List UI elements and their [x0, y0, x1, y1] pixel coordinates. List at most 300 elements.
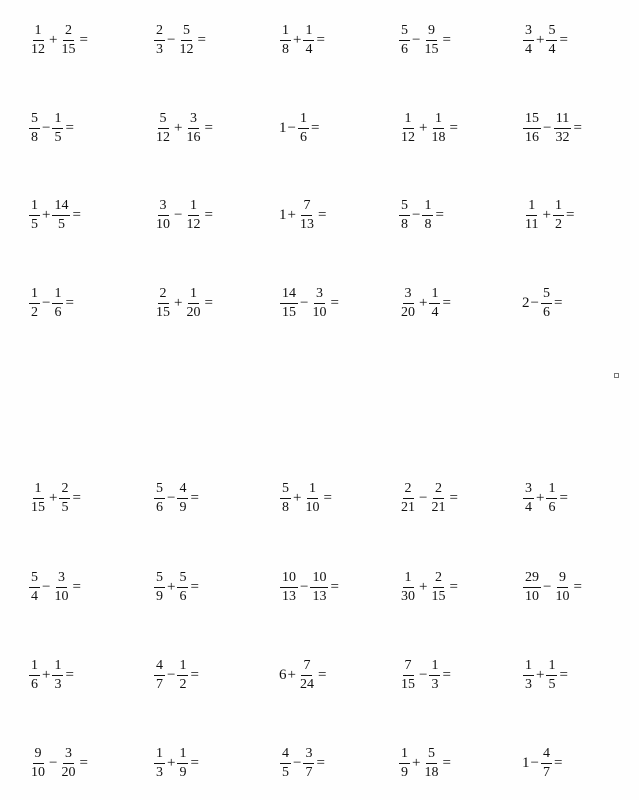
equals-sign: = [442, 294, 451, 311]
fraction-problem [28, 100, 74, 156]
numerator: 1 [52, 112, 63, 129]
minus-sign: − [412, 206, 421, 223]
fraction [523, 24, 534, 57]
fraction [546, 24, 557, 57]
denominator: 4 [525, 499, 532, 515]
numerator: 5 [546, 24, 557, 41]
fraction [310, 571, 328, 604]
numerator: 5 [154, 571, 165, 588]
problem-row [0, 470, 639, 526]
denominator: 2 [31, 304, 38, 320]
denominator: 16 [525, 129, 539, 145]
problem-row [0, 100, 639, 156]
equals-sign: = [190, 666, 199, 683]
fraction-problem [28, 559, 81, 615]
plus-sign: + [536, 666, 545, 683]
fraction-problem [522, 735, 562, 791]
denominator: 9 [179, 499, 187, 515]
numerator: 1 [429, 287, 440, 304]
numerator: 1 [188, 199, 199, 216]
fraction-problem [279, 470, 332, 526]
plus-sign: + [293, 31, 302, 48]
numerator: 10 [280, 571, 298, 588]
numerator: 2 [403, 482, 414, 499]
numerator: 1 [433, 112, 444, 129]
fraction [177, 24, 195, 57]
whole-number: 1 [522, 754, 530, 771]
equals-sign: = [442, 754, 451, 771]
fraction [52, 571, 70, 604]
equals-sign: = [72, 206, 81, 223]
numerator: 1 [29, 199, 40, 216]
fraction [399, 24, 410, 57]
denominator: 3 [54, 676, 62, 692]
equals-sign: = [317, 666, 327, 683]
denominator: 18 [424, 764, 439, 780]
fraction [280, 287, 298, 320]
denominator: 7 [305, 764, 313, 780]
equals-sign: = [190, 578, 199, 595]
fraction [29, 199, 40, 232]
fraction-problem [153, 12, 206, 68]
denominator: 5 [54, 129, 62, 145]
denominator: 10 [525, 588, 539, 604]
minus-sign: − [300, 578, 309, 595]
equals-sign: = [79, 754, 88, 771]
numerator: 1 [403, 571, 414, 588]
fraction [541, 747, 552, 780]
denominator: 3 [156, 764, 163, 780]
minus-sign: − [293, 754, 302, 771]
fraction [29, 571, 40, 604]
fraction [52, 112, 63, 145]
denominator: 10 [156, 216, 170, 232]
fraction [280, 747, 291, 780]
denominator: 11 [525, 216, 539, 232]
numerator: 5 [399, 199, 410, 216]
page-marker-icon [614, 373, 619, 378]
equals-sign: = [204, 294, 213, 311]
fraction-problem [522, 12, 568, 68]
numerator: 3 [63, 747, 74, 764]
plus-sign: + [293, 489, 302, 506]
equals-sign: = [330, 294, 339, 311]
fraction [59, 747, 77, 780]
denominator: 8 [282, 41, 289, 57]
numerator: 9 [426, 24, 437, 41]
numerator: 1 [546, 659, 557, 676]
numerator: 9 [557, 571, 568, 588]
equals-sign: = [65, 119, 74, 136]
numerator: 1 [399, 747, 410, 764]
plus-sign: + [287, 206, 296, 223]
fraction-problem [153, 647, 199, 703]
denominator: 8 [282, 499, 289, 515]
fraction [399, 199, 410, 232]
fraction-problem [522, 647, 568, 703]
fraction-problem [279, 559, 339, 615]
denominator: 4 [548, 41, 556, 57]
whole-number: 1 [279, 206, 287, 223]
fraction-problem [279, 735, 325, 791]
fraction [429, 287, 440, 320]
fraction [184, 199, 202, 232]
fraction-problem [153, 735, 199, 791]
denominator: 6 [54, 304, 62, 320]
fraction-problem [522, 275, 562, 331]
equals-sign: = [559, 31, 568, 48]
numerator: 2 [433, 571, 444, 588]
fraction [298, 659, 316, 692]
numerator: 1 [553, 199, 564, 216]
minus-sign: − [42, 119, 51, 136]
equals-sign: = [197, 31, 206, 48]
plus-sign: + [536, 489, 545, 506]
denominator: 7 [542, 764, 550, 780]
equals-sign: = [79, 31, 88, 48]
numerator: 14 [280, 287, 298, 304]
numerator: 4 [280, 747, 291, 764]
numerator: 1 [429, 659, 440, 676]
fraction [399, 112, 417, 145]
denominator: 6 [401, 41, 408, 57]
denominator: 13 [299, 216, 314, 232]
minus-sign: − [42, 294, 51, 311]
fraction [29, 24, 47, 57]
problem-row [0, 559, 639, 615]
fraction [184, 287, 202, 320]
whole-number: 6 [279, 666, 287, 683]
equals-sign: = [316, 31, 325, 48]
denominator: 12 [179, 41, 194, 57]
equals-sign: = [72, 578, 81, 595]
fraction [280, 482, 291, 515]
denominator: 10 [31, 764, 45, 780]
fraction-problem [153, 100, 213, 156]
numerator: 5 [399, 24, 410, 41]
denominator: 18 [431, 129, 446, 145]
equals-sign: = [442, 666, 451, 683]
fraction-problem [153, 470, 199, 526]
numerator: 5 [541, 287, 552, 304]
denominator: 15 [156, 304, 170, 320]
minus-sign: − [419, 489, 428, 506]
fraction-problem [153, 559, 199, 615]
numerator: 4 [541, 747, 552, 764]
minus-sign: − [42, 578, 51, 595]
denominator: 6 [548, 499, 556, 515]
fraction [154, 287, 172, 320]
fraction [553, 199, 564, 232]
equals-sign: = [449, 119, 458, 136]
denominator: 6 [31, 676, 38, 692]
denominator: 4 [31, 588, 38, 604]
denominator: 13 [312, 588, 327, 604]
fraction [29, 287, 40, 320]
fraction [29, 747, 47, 780]
numerator: 11 [554, 112, 571, 129]
fraction [399, 482, 417, 515]
fraction [422, 747, 440, 780]
plus-sign: + [419, 578, 428, 595]
numerator: 1 [280, 24, 291, 41]
plus-sign: + [42, 666, 51, 683]
denominator: 20 [186, 304, 201, 320]
denominator: 5 [31, 216, 38, 232]
equals-sign: = [573, 578, 582, 595]
numerator: 5 [177, 571, 188, 588]
minus-sign: − [49, 754, 58, 771]
fraction [399, 287, 417, 320]
minus-sign: − [167, 666, 176, 683]
fraction [523, 659, 534, 692]
equals-sign: = [449, 489, 458, 506]
fraction-problem [28, 12, 88, 68]
numerator: 3 [158, 199, 169, 216]
equals-sign: = [559, 489, 568, 506]
minus-sign: − [287, 119, 296, 136]
equals-sign: = [435, 206, 444, 223]
fraction [154, 659, 165, 692]
fraction [280, 571, 298, 604]
equals-sign: = [565, 206, 575, 223]
numerator: 10 [310, 571, 328, 588]
equals-sign: = [190, 754, 199, 771]
numerator: 15 [523, 112, 541, 129]
numerator: 2 [63, 24, 74, 41]
denominator: 5 [548, 676, 556, 692]
equals-sign: = [559, 666, 568, 683]
whole-number: 1 [279, 119, 287, 136]
fraction-problem [279, 187, 326, 243]
fraction [52, 287, 63, 320]
denominator: 9 [156, 588, 163, 604]
numerator: 5 [426, 747, 437, 764]
denominator: 4 [305, 41, 313, 57]
denominator: 5 [57, 216, 65, 232]
numerator: 1 [526, 199, 537, 216]
fraction-problem [279, 647, 326, 703]
equals-sign: = [442, 31, 451, 48]
fraction [546, 482, 557, 515]
equals-sign: = [65, 666, 74, 683]
problem-row [0, 735, 639, 791]
fraction-problem [28, 187, 81, 243]
fraction [154, 199, 172, 232]
numerator: 1 [52, 659, 63, 676]
numerator: 1 [177, 659, 188, 676]
denominator: 15 [282, 304, 296, 320]
fraction [523, 112, 541, 145]
minus-sign: − [300, 294, 309, 311]
denominator: 6 [299, 129, 307, 145]
fraction-problem [28, 470, 81, 526]
numerator: 1 [307, 482, 318, 499]
fraction [184, 112, 202, 145]
numerator: 4 [177, 482, 188, 499]
denominator: 20 [401, 304, 415, 320]
numerator: 1 [33, 24, 44, 41]
fraction [59, 482, 70, 515]
denominator: 8 [401, 216, 408, 232]
numerator: 7 [301, 659, 312, 676]
numerator: 1 [298, 112, 309, 129]
fraction-problem [279, 12, 325, 68]
denominator: 21 [401, 499, 415, 515]
fraction [523, 571, 541, 604]
fraction [154, 482, 165, 515]
plus-sign: + [542, 206, 551, 223]
minus-sign: − [167, 489, 176, 506]
fraction-problem [522, 100, 582, 156]
fraction [303, 24, 314, 57]
minus-sign: − [174, 206, 183, 223]
fraction-problem [398, 735, 451, 791]
equals-sign: = [553, 754, 563, 771]
denominator: 8 [31, 129, 38, 145]
fraction [399, 747, 410, 780]
fraction [29, 112, 40, 145]
numerator: 5 [154, 482, 165, 499]
fraction-problem [522, 187, 574, 243]
equals-sign: = [449, 578, 458, 595]
fraction [429, 482, 447, 515]
numerator: 1 [188, 287, 199, 304]
numerator: 5 [29, 571, 40, 588]
equals-sign: = [330, 578, 339, 595]
denominator: 4 [525, 41, 532, 57]
numerator: 3 [523, 24, 534, 41]
fraction [154, 571, 165, 604]
numerator: 1 [523, 659, 534, 676]
denominator: 6 [179, 588, 187, 604]
equals-sign: = [316, 754, 325, 771]
fraction [280, 24, 291, 57]
numerator: 1 [29, 659, 40, 676]
fraction-problem [153, 275, 213, 331]
denominator: 15 [401, 676, 415, 692]
denominator: 20 [61, 764, 76, 780]
numerator: 3 [403, 287, 414, 304]
numerator: 3 [303, 747, 314, 764]
fraction [59, 24, 77, 57]
numerator: 14 [52, 199, 70, 216]
denominator: 6 [156, 499, 163, 515]
denominator: 12 [186, 216, 201, 232]
numerator: 1 [177, 747, 188, 764]
denominator: 9 [179, 764, 187, 780]
numerator: 2 [433, 482, 444, 499]
whole-number: 2 [522, 294, 530, 311]
denominator: 5 [282, 764, 289, 780]
fraction-problem [398, 470, 458, 526]
equals-sign: = [323, 489, 332, 506]
numerator: 5 [29, 112, 40, 129]
denominator: 4 [431, 304, 439, 320]
equals-sign: = [317, 206, 327, 223]
fraction-problem [28, 647, 74, 703]
problem-row [0, 12, 639, 68]
denominator: 5 [61, 499, 69, 515]
fraction-problem [398, 559, 458, 615]
fraction [553, 571, 571, 604]
numerator: 3 [56, 571, 67, 588]
numerator: 3 [523, 482, 534, 499]
numerator: 9 [33, 747, 44, 764]
numerator: 1 [52, 287, 63, 304]
equals-sign: = [204, 119, 213, 136]
fraction-problem [28, 735, 88, 791]
plus-sign: + [174, 294, 183, 311]
fraction-problem [398, 647, 451, 703]
fraction [177, 747, 188, 780]
fraction [422, 24, 440, 57]
denominator: 2 [554, 216, 562, 232]
fraction [303, 482, 321, 515]
plus-sign: + [174, 119, 183, 136]
numerator: 3 [188, 112, 199, 129]
minus-sign: − [543, 119, 552, 136]
fraction [29, 482, 47, 515]
minus-sign: − [543, 578, 552, 595]
equals-sign: = [65, 294, 74, 311]
fraction [429, 571, 447, 604]
equals-sign: = [190, 489, 199, 506]
fraction-problem [522, 470, 568, 526]
fraction [303, 747, 314, 780]
denominator: 3 [431, 676, 439, 692]
fraction [177, 659, 188, 692]
problem-row [0, 275, 639, 331]
fraction [546, 659, 557, 692]
plus-sign: + [167, 754, 176, 771]
equals-sign: = [204, 206, 213, 223]
fraction-problem [279, 275, 339, 331]
fraction-problem [279, 100, 319, 156]
problem-row [0, 187, 639, 243]
fraction [298, 112, 309, 145]
denominator: 2 [179, 676, 187, 692]
denominator: 9 [401, 764, 408, 780]
plus-sign: + [419, 294, 428, 311]
fraction [177, 571, 188, 604]
denominator: 12 [156, 129, 170, 145]
denominator: 12 [401, 129, 415, 145]
numerator: 1 [403, 112, 414, 129]
fraction [154, 112, 172, 145]
denominator: 15 [31, 499, 45, 515]
fraction-problem [398, 12, 451, 68]
plus-sign: + [42, 206, 51, 223]
fraction [154, 747, 165, 780]
denominator: 15 [424, 41, 439, 57]
equals-sign: = [553, 294, 563, 311]
plus-sign: + [49, 31, 58, 48]
numerator: 7 [403, 659, 414, 676]
plus-sign: + [287, 666, 296, 683]
denominator: 15 [61, 41, 76, 57]
denominator: 30 [401, 588, 415, 604]
numerator: 3 [314, 287, 325, 304]
equals-sign: = [72, 489, 81, 506]
minus-sign: − [530, 294, 539, 311]
fraction [52, 199, 70, 232]
fraction [177, 482, 188, 515]
fraction [399, 571, 417, 604]
fraction [553, 112, 571, 145]
denominator: 21 [431, 499, 446, 515]
minus-sign: − [412, 31, 421, 48]
